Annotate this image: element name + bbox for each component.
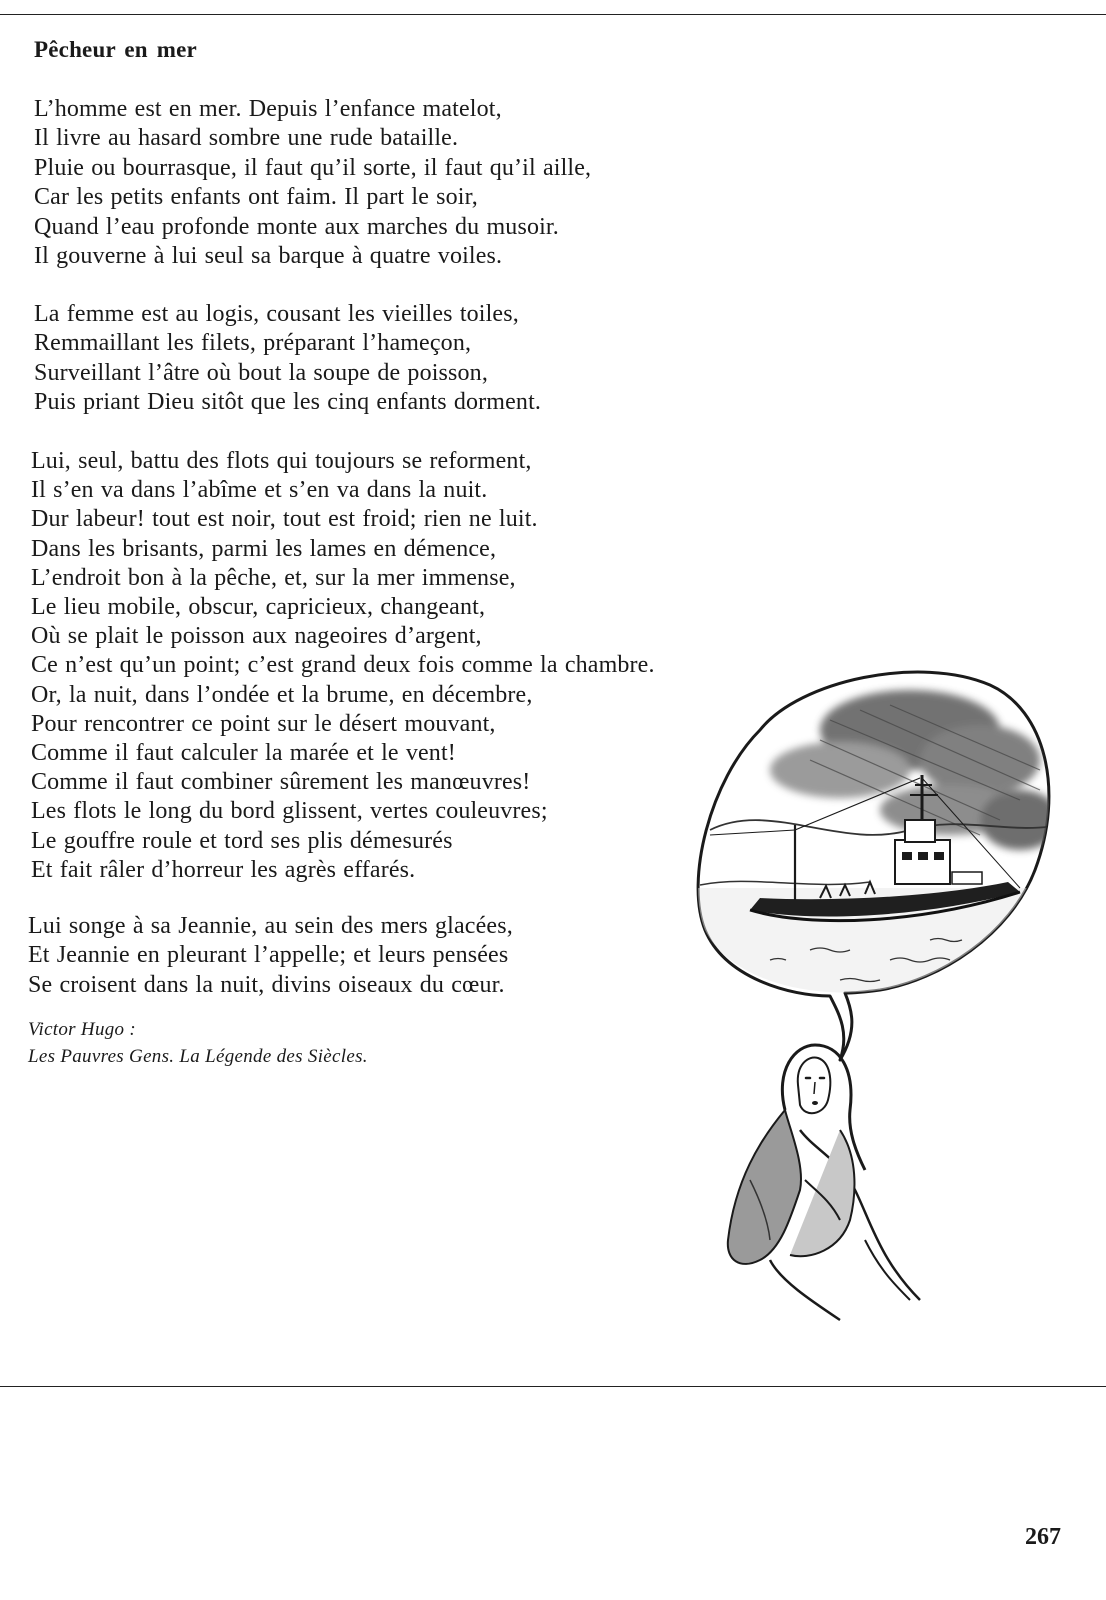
verse-line: Surveillant l’âtre où bout la soupe de poisson,	[34, 359, 488, 386]
verse-line: Lui, seul, battu des flots qui toujours se reforment,	[31, 448, 532, 474]
stanza-2	[34, 300, 541, 418]
verse-line: Or, la nuit, dans l’ondée et la brume, en décembre,	[31, 681, 533, 708]
verse-line: Se croisent dans la nuit, divins oiseaux du cœur.	[28, 971, 505, 998]
verse-line: Le gouffre roule et tord ses plis démesurés	[31, 827, 453, 854]
verse-line: Pour rencontrer ce point sur le désert mouvant,	[31, 710, 496, 737]
verse-line: Ce n’est qu’un point; c’est grand deux fois comme la chambre.	[31, 652, 655, 679]
verse-line: Il gouverne à lui seul sa barque à quatre voiles.	[34, 243, 503, 270]
verse-line: L’endroit bon à la pêche, et, sur la mer immense,	[31, 564, 516, 591]
verse-line: Remmaillant les filets, préparant l’hameçon,	[34, 330, 472, 357]
attribution	[28, 1016, 368, 1070]
woman-dreaming-of-fishing-boat-drawing	[690, 660, 1090, 1360]
stanza-1	[34, 95, 591, 271]
verse-line: Quand l’eau profonde monte aux marches du musoir.	[34, 213, 559, 240]
verse-line: Comme il faut combiner sûrement les manœuvres!	[31, 769, 531, 796]
woman-figure-drawing	[728, 1045, 920, 1320]
verse-line: L’homme est en mer. Depuis l’enfance matelot,	[34, 96, 502, 122]
source-title: Les Pauvres Gens. La Légende des Siècles.	[28, 1046, 368, 1067]
verse-line: Et fait râler d’horreur les agrès effarés.	[31, 856, 416, 883]
stanza-3	[31, 447, 655, 885]
verse-line: Et Jeannie en pleurant l’appelle; et leurs pensées	[28, 942, 509, 969]
stanza-4	[28, 912, 513, 1000]
bottom-rule	[0, 1386, 1106, 1387]
verse-line: La femme est au logis, cousant les vieilles toiles,	[34, 301, 519, 327]
verse-line: Le lieu mobile, obscur, capricieux, changeant,	[31, 594, 486, 621]
poem-title: Pêcheur en mer	[34, 37, 197, 62]
verse-line: Puis priant Dieu sitôt que les cinq enfants dorment.	[34, 389, 542, 416]
verse-line: Dur labeur! tout est noir, tout est froid; rien ne luit.	[31, 506, 538, 533]
verse-line: Lui songe à sa Jeannie, au sein des mers glacées,	[28, 913, 513, 939]
verse-line: Les flots le long du bord glissent, vertes couleuvres;	[31, 798, 548, 825]
page-number: 267	[1025, 1524, 1061, 1550]
verse-line: Où se plait le poisson aux nageoires d’argent,	[31, 623, 482, 650]
verse-line: Il s’en va dans l’abîme et s’en va dans la nuit.	[31, 477, 488, 504]
author-name: Victor Hugo :	[28, 1019, 137, 1040]
top-rule	[0, 14, 1106, 15]
verse-line: Pluie ou bourrasque, il faut qu’il sorte, il faut qu’il aille,	[34, 154, 592, 181]
verse-line: Car les petits enfants ont faim. Il part le soir,	[34, 184, 478, 211]
verse-line: Dans les brisants, parmi les lames en démence,	[31, 535, 497, 562]
verse-line: Comme il faut calculer la marée et le vent!	[31, 740, 456, 767]
verse-line: Il livre au hasard sombre une rude bataille.	[34, 125, 459, 152]
